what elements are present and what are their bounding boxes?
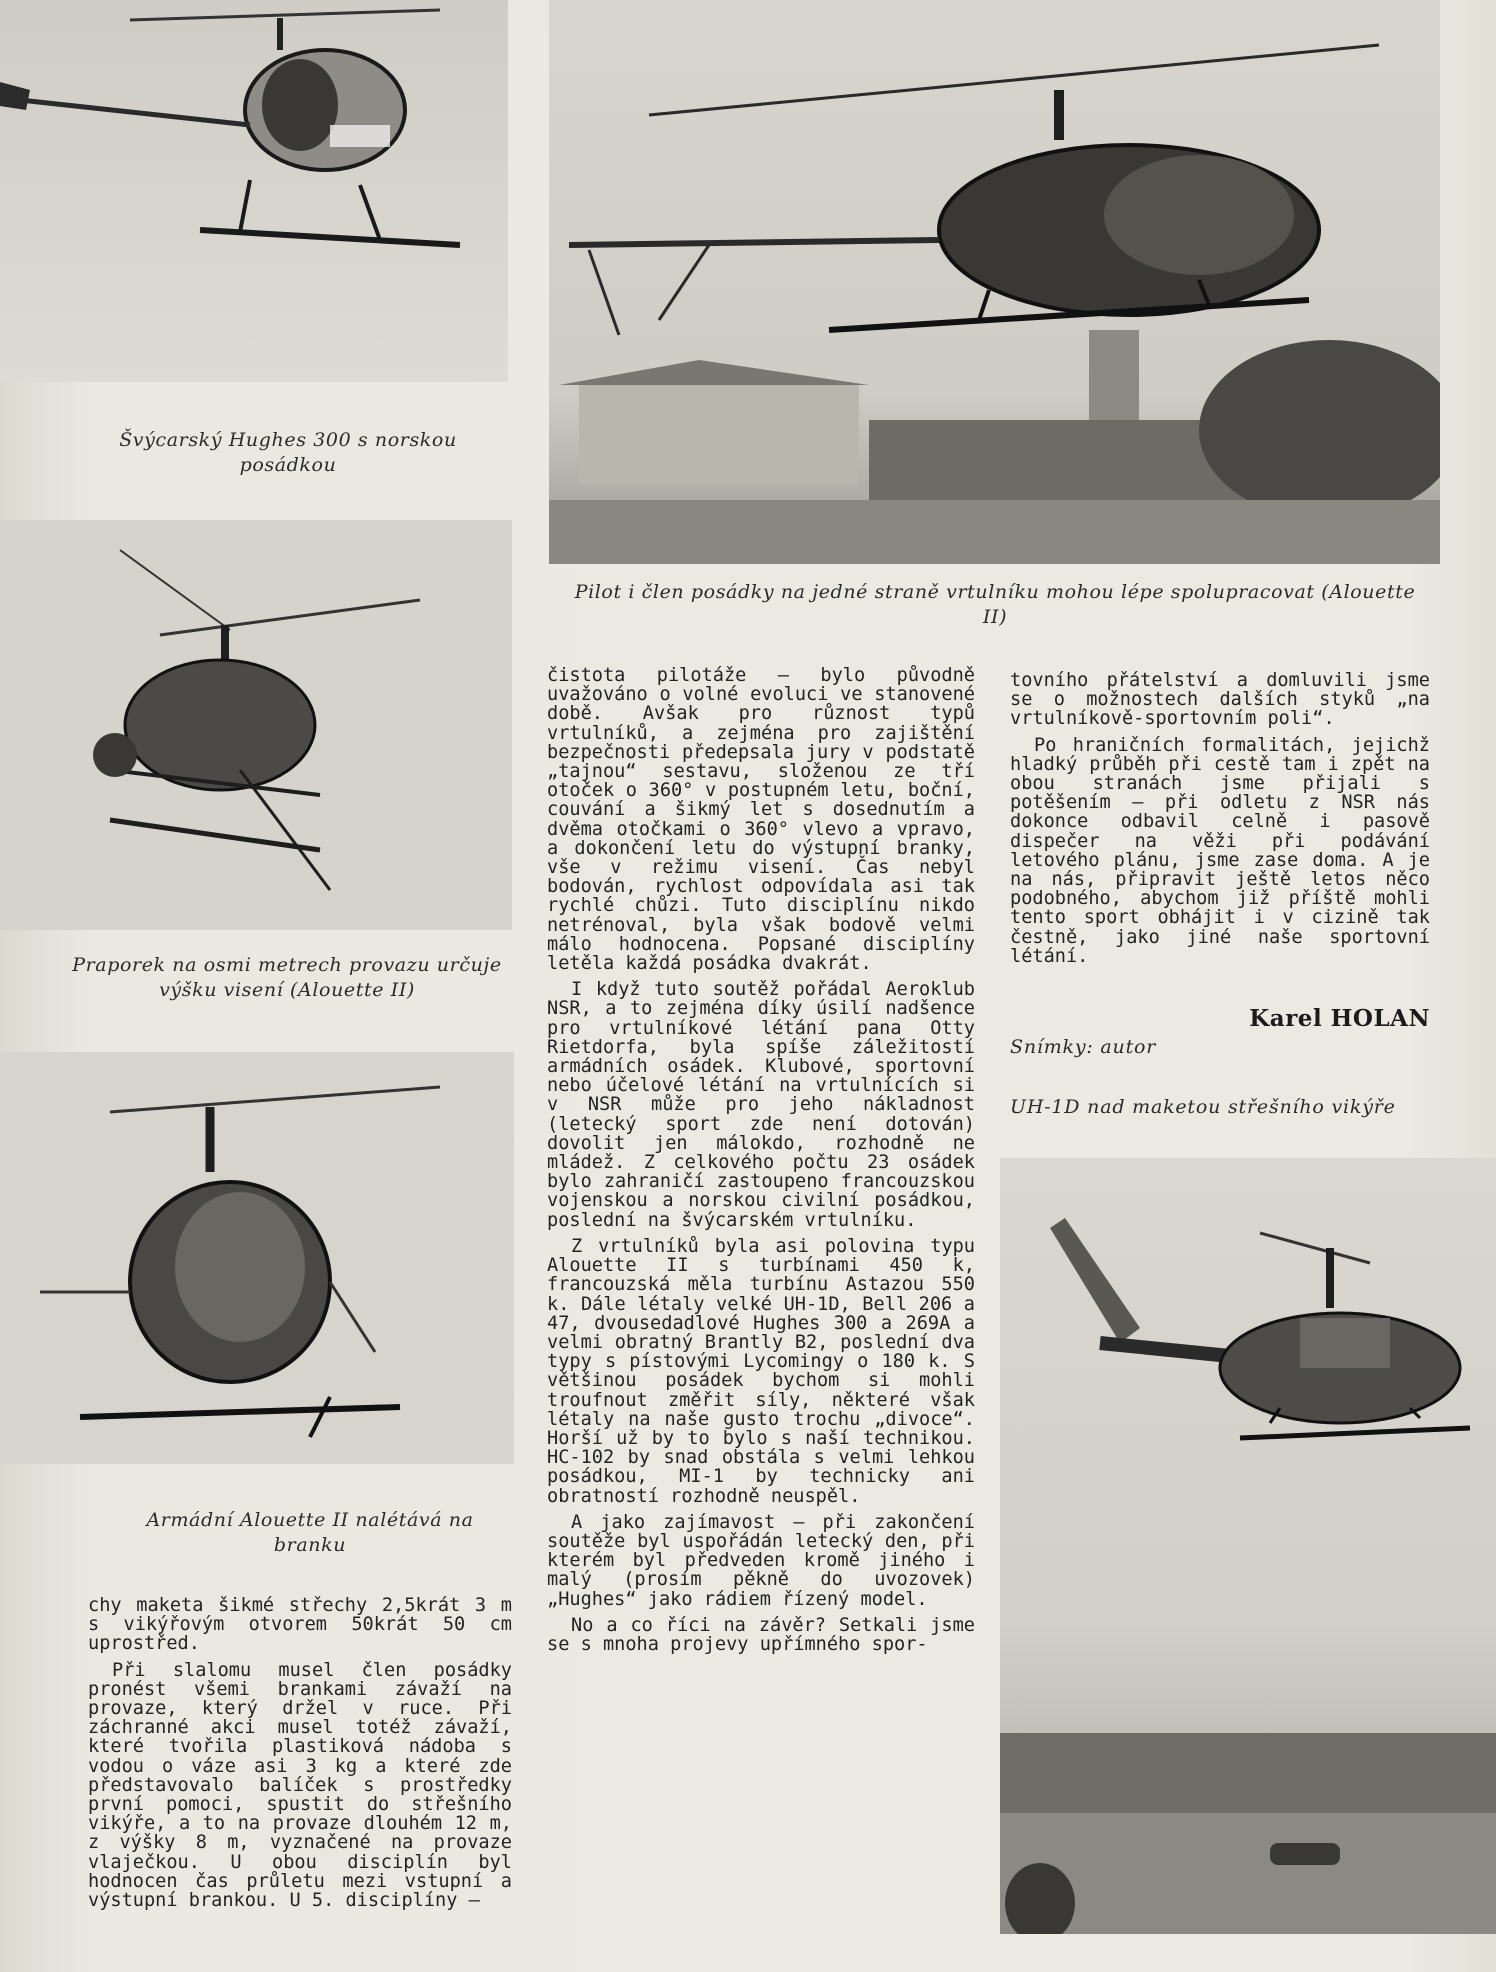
photo-uh-1d xyxy=(1000,1158,1496,1934)
helicopter-illustration xyxy=(1000,1158,1496,1934)
photo-alouette-crew xyxy=(549,0,1440,564)
photo-alouette-army xyxy=(0,1052,514,1464)
paragraph: A jako zajímavost — při zakončení soutěže byl uspořádán letecký den, při kterém byl předveden kromě jiného i malý (prosím pěkně do uvozovek) „Hughes“ jako rádiem řízený model. xyxy=(547,1511,975,1610)
helicopter-illustration xyxy=(0,0,508,382)
paragraph: čistota pilotáže — bylo původně uvažováno o volné evoluci ve stanovené době. Avšak pro různost typů vrtulníků, a zejména pro zajištění bezpečnosti předepsala jury v podstatě „tajnou“ sestavu, složenou ze tří otoček o 360° v postupném letu, boční, couvání a šikmý let s dosednutím a dvěma otočkami o 360° vlevo a vpravo, a dokončení letu do výstupní branky, vše v režimu visení. Čas nebyl bodován, rychlost odpovídala asi tak rychlé chůzi. Tuto disciplínu nikdo netrénoval, byla však bodově velmi málo hodnocena. Popsané disciplíny letěla každá posádka dvakrát. xyxy=(547,665,975,975)
text-column-middle xyxy=(547,666,975,1661)
caption-alouette-army: Armádní Alouette II nalétává na branku xyxy=(146,1509,474,1556)
paragraph: Z vrtulníků byla asi polovina typu Alouette II s turbínami 450 k, francouzská měla turbínu Astazou 550 k. Dále létaly velké UH-1D, Bell 206 a 47, dvousedadlové Hughes 300 a 269A a velmi obratný Brantly B2, poslední dva typy s pístovými Lycomingy o 180 k. S většinou posádek bychom si mohli troufnout změřit síly, některé však létaly na naše gusto trochu „divoce“. Horší už by to bylo s naší technikou. HC-102 by snad obstála s velmi lehkou posádkou, MI-1 by technicky ani obratností rozhodně neuspěl. xyxy=(547,1235,975,1507)
helicopter-illustration xyxy=(549,0,1440,564)
caption-alouette-crew: Pilot i člen posádky na jedné straně vrtulníku mohou lépe spolupracovat (Alouette II) xyxy=(574,581,1416,628)
caption-alouette-flag-text: Praporek na osmi metrech provazu určuje výšku visení (Alouette II) xyxy=(72,954,502,1001)
paragraph: tovního přátelství a domluvili jsme se o možnostech dalších styků „na vrtulníkově-sportovním poli“. xyxy=(1010,670,1430,730)
paragraph: No a co říci na závěr? Setkali jsme se s mnoha projevy upřímného spor- xyxy=(547,1614,975,1655)
helicopter-illustration xyxy=(0,520,512,930)
text-column-right xyxy=(1010,671,1430,973)
paragraph: I když tuto soutěž pořádal Aeroklub NSR, a to zejména díky úsilí nadšence pro vrtulníkové létání pana Otty Rietdorfa, byla spíše záležitostí armádních osádek. Klubové, sportovní nebo účelové létání na vrtulnících si v NSR může pro jeho nákladnost (letecký sport zde není dotován) dovolit jen málokdo, rozhodně ne mládež. Z celkového počtu 23 osádek bylo zahraničí zastoupeno francouzskou vojenskou a norskou civilní posádkou, poslední na švýcarském vrtulníku. xyxy=(547,979,975,1231)
text-column-left xyxy=(88,1596,512,1917)
photo-alouette-flag xyxy=(0,520,512,930)
author-name: Karel HOLAN xyxy=(1249,1005,1430,1032)
caption-uh-1d: UH-1D nad maketou střešního vikýře xyxy=(1010,1096,1396,1118)
paragraph: Při slalomu musel člen posádky pronést všemi brankami závaží na provaze, který držel v ruce. Při záchranné akci musel totéž závaží, které tvořila plastiková nádoba s vodou o váze asi 3 kg a které zde představovalo balíček s prostředky první pomoci, spustit do střešního vikýře, a to na provaze dlouhém 12 m, z výšky 8 m, vyznačené na provaze vlaječkou. U obou disciplín byl hodnocen čas průletu mezi vstupní a výstupní brankou. U 5. disciplíny — xyxy=(88,1659,512,1912)
caption-alouette-flag xyxy=(62,953,512,1003)
helicopter-illustration xyxy=(0,1052,514,1464)
photo-hughes-300 xyxy=(0,0,508,382)
caption-hughes: Švýcarský Hughes 300 s norskou posádkou xyxy=(119,429,457,476)
photo-credit: Snímky: autor xyxy=(1010,1036,1157,1058)
paragraph: chy maketa šikmé střechy 2,5krát 3 m s vikýřovým otvorem 50krát 50 cm uprostřed. xyxy=(88,1595,512,1655)
paragraph: Po hraničních formalitách, jejichž hladký průběh při cestě tam i zpět na obou stranách jsme přijali s potěšením — při odletu z NSR nás dokonce odbavil celně i pasově dispečer na věži při podávání letového plánu, jsme zase doma. A je na nás, připravit ještě letos něco podobného, abychom již příště mohli tento sport obhájit i v cizině tak čestně, jako jiné naše sportovní létání. xyxy=(1010,734,1430,967)
